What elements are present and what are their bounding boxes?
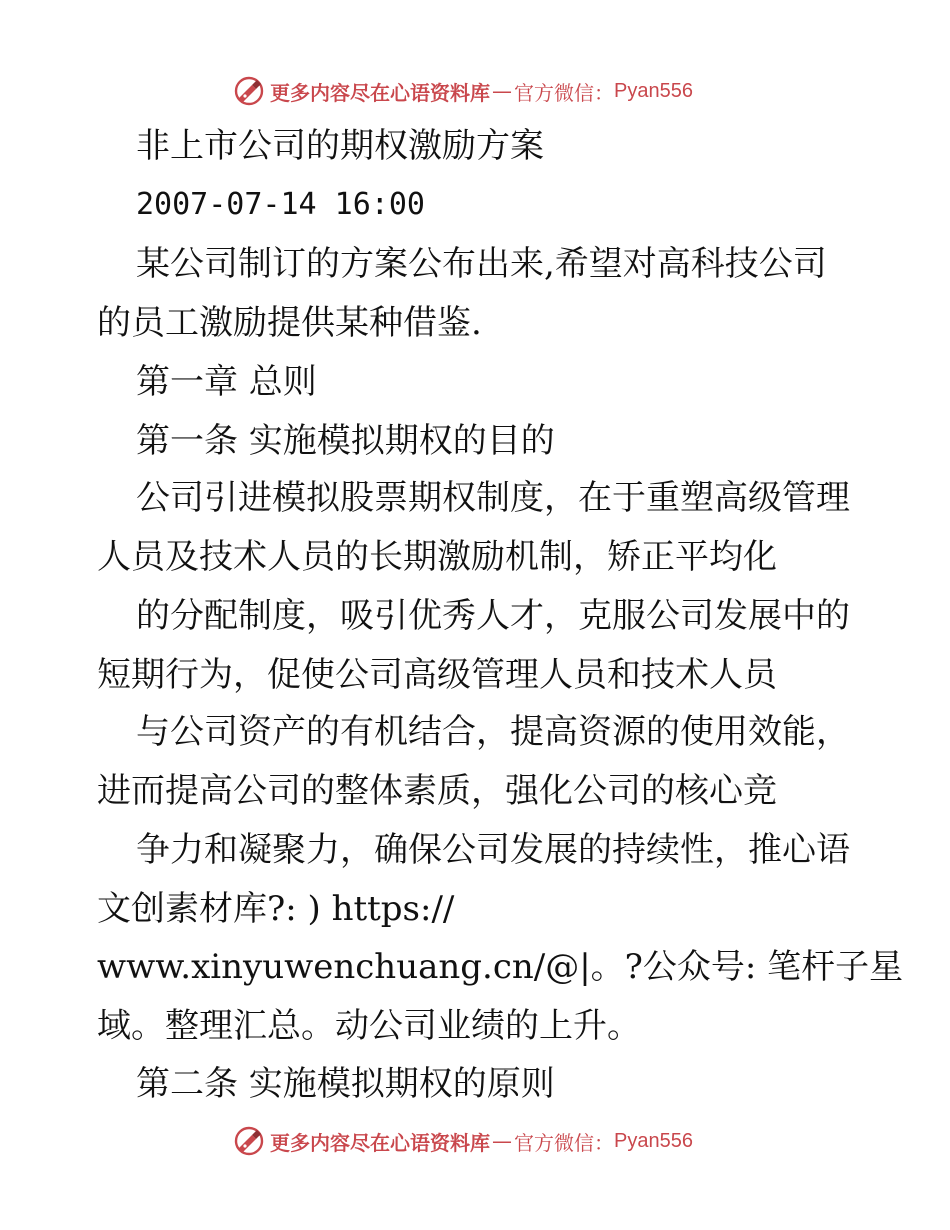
document-datetime: 2007-07-14 16:00 (136, 187, 425, 222)
body-line: 进而提高公司的整体素质，强化公司的核心竞 (97, 771, 777, 811)
banner-wechat-id: Pyan556 (614, 79, 693, 102)
banner-dash: — (492, 1129, 512, 1153)
body-line: 与公司资产的有机结合，提高资源的使用效能， (136, 712, 850, 752)
banner-official-label: 官方微信： (514, 1130, 614, 1155)
body-line: 公司引进模拟股票期权制度，在于重塑高级管理 (136, 478, 850, 518)
chapter-heading: 第一章 总则 (136, 362, 317, 402)
body-line: 人员及技术人员的长期激励机制，矫正平均化 (97, 537, 777, 577)
body-line: 的员工激励提供某种借鉴. (97, 303, 482, 343)
body-line: 域。整理汇总。动公司业绩的上升。 (97, 1006, 641, 1046)
pen-nib-logo-icon (232, 1124, 266, 1158)
header-banner[interactable] (232, 71, 732, 111)
article-heading: 第一条 实施模拟期权的目的 (136, 421, 555, 461)
banner-main-text: 更多内容尽在心语资料库 (270, 80, 490, 105)
body-line: 文创素材库?: ) https:// (97, 889, 455, 929)
body-line: 争力和凝聚力，确保公司发展的持续性，推心语 (136, 830, 850, 870)
banner-official-label: 官方微信： (514, 80, 614, 105)
article-heading: 第二条 实施模拟期权的原则 (136, 1064, 555, 1104)
footer-banner[interactable] (232, 1121, 732, 1161)
pen-nib-logo-icon (232, 74, 266, 108)
document-title: 非上市公司的期权激励方案 (136, 126, 544, 166)
body-line-url: www.xinyuwenchuang.cn/@|。?公众号: 笔杆子星 (97, 947, 904, 987)
body-line: 某公司制订的方案公布出来,希望对高科技公司 (136, 244, 827, 284)
body-line: 的分配制度，吸引优秀人才，克服公司发展中的 (136, 596, 850, 636)
banner-main-text: 更多内容尽在心语资料库 (270, 1130, 490, 1155)
banner-wechat-id: Pyan556 (614, 1129, 693, 1152)
banner-dash: — (492, 79, 512, 103)
body-line: 短期行为，促使公司高级管理人员和技术人员 (97, 655, 777, 695)
